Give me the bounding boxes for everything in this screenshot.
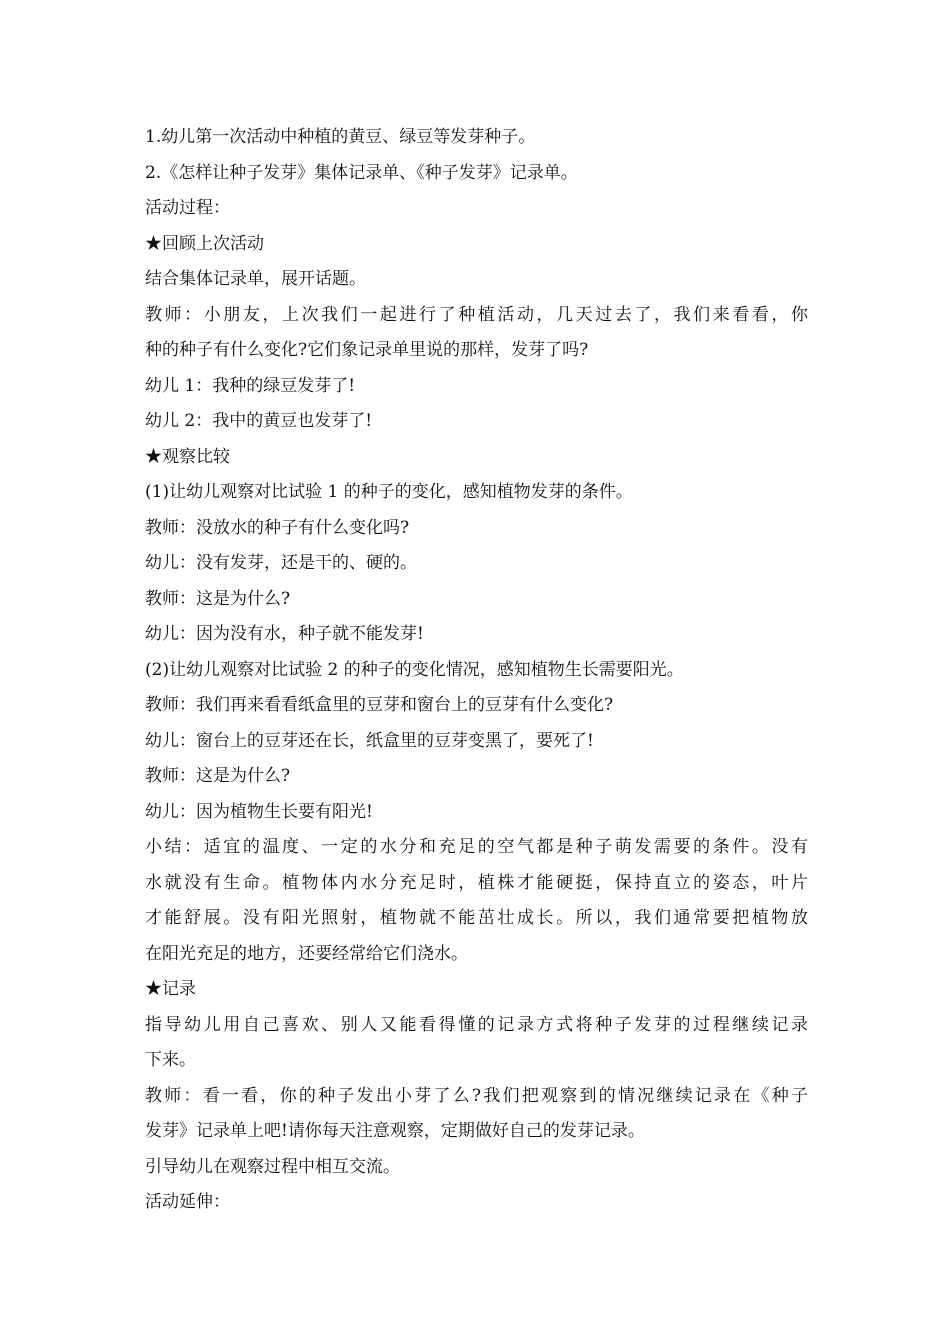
dialogue-line: 教师：没放水的种子有什么变化吗? (145, 517, 410, 538)
paragraph-line: (1)让幼儿观察对比试验 1 的种子的变化，感知植物发芽的条件。 (145, 482, 633, 502)
step-heading-record: ★记录 (145, 979, 196, 999)
paragraph-line: 种的种子有什么变化?它们象记录单里说的那样，发芽了吗? (145, 340, 589, 360)
summary-line: 才能舒展。没有阳光照射，植物就不能茁壮成长。所以，我们通常要把植物放 (145, 908, 808, 928)
summary-line: 小结：适宜的温度、一定的水分和充足的空气都是种子萌发需要的条件。没有 (145, 837, 808, 857)
paragraph-line: 教师：小朋友，上次我们一起进行了种植活动，几天过去了，我们来看看，你 (145, 304, 808, 325)
paragraph-line: 指导幼儿用自己喜欢、别人又能看得懂的记录方式将种子发芽的过程继续记录 (145, 1014, 808, 1035)
dialogue-line: 教师：这是为什么? (145, 588, 291, 609)
materials-item-1: 1.幼儿第一次活动中种植的黄豆、绿豆等发芽种子。 (145, 127, 536, 147)
paragraph-line: 引导幼儿在观察过程中相互交流。 (145, 1156, 400, 1177)
dialogue-line: 幼儿：窗台上的豆芽还在长，纸盒里的豆芽变黑了，要死了! (145, 730, 594, 751)
summary-line: 在阳光充足的地方，还要经常给它们浇水。 (145, 943, 468, 964)
dialogue-line: 教师：看一看，你的种子发出小芽了么?我们把观察到的情况继续记录在《种子 (145, 1085, 808, 1106)
dialogue-line: 幼儿 1：我种的绿豆发芽了! (145, 375, 356, 396)
document-body (145, 120, 808, 1221)
section-heading-extension: 活动延伸： (145, 1192, 230, 1212)
section-heading-process: 活动过程： (145, 198, 230, 218)
dialogue-line: 幼儿：因为没有水，种子就不能发芽! (145, 624, 424, 644)
step-heading-observe: ★观察比较 (145, 446, 230, 467)
dialogue-line: 幼儿 2：我中的黄豆也发芽了! (145, 411, 373, 431)
dialogue-line: 教师：这是为什么? (145, 766, 291, 786)
dialogue-line: 教师：我们再来看看纸盒里的豆芽和窗台上的豆芽有什么变化? (145, 695, 614, 715)
summary-line: 水就没有生命。植物体内水分充足时，植株才能硬挺，保持直立的姿态，叶片 (145, 872, 808, 893)
step-heading-review: ★回顾上次活动 (145, 233, 264, 254)
dialogue-line: 幼儿：没有发芽，还是干的、硬的。 (145, 553, 417, 573)
dialogue-line: 幼儿：因为植物生长要有阳光! (145, 801, 373, 822)
paragraph-line: (2)让幼儿观察对比试验 2 的种子的变化情况，感知植物生长需要阳光。 (145, 659, 684, 680)
paragraph-line: 下来。 (145, 1050, 196, 1070)
paragraph-line: 结合集体记录单，展开话题。 (145, 269, 366, 289)
materials-item-2: 2.《怎样让种子发芽》集体记录单、《种子发芽》记录单。 (145, 162, 578, 183)
dialogue-line: 发芽》记录单上吧!请你每天注意观察，定期做好自己的发芽记录。 (145, 1121, 645, 1141)
